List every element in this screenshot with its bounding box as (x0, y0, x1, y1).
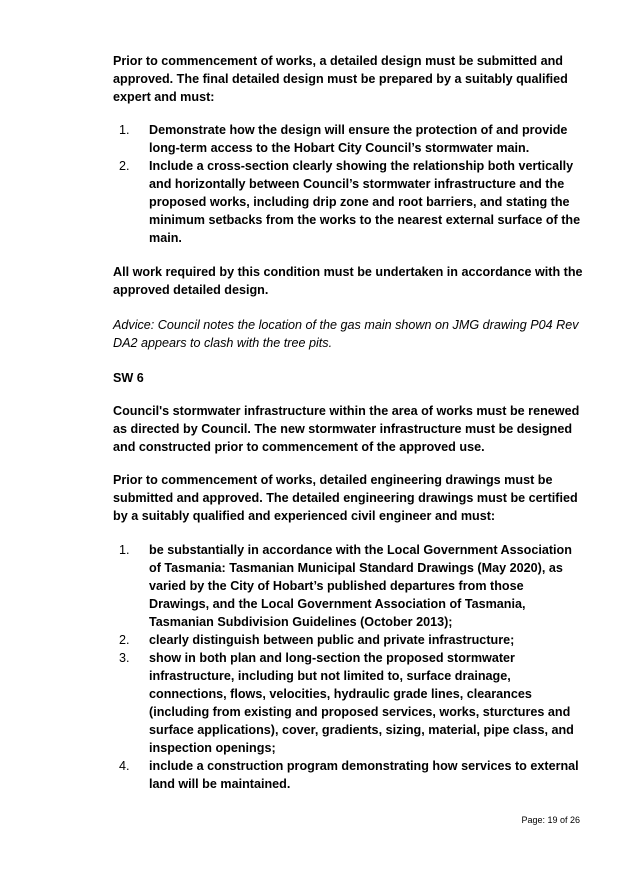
list-item-text: show in both plan and long-section the proposed stormwater infrastructure, including but not limited to, surface drainage, connections, flows, velocities, hydraulic grade lines, clearances (including from existing and proposed services, works, sturctures and surface applications), cover, gradients, sizing, material, pipe class, and inspection openings; (149, 651, 574, 755)
list-item (113, 121, 583, 157)
list-item-text: be substantially in accordance with the Local Government Association of Tasmania: Tasmanian Municipal Standard Drawings (May 2020), as varied by the City of Hobart’s published departures from those Drawings, and the Local Government Association of Tasmania, Tasmanian Subdivision Guidelines (October 2013); (149, 543, 572, 629)
sw6-drawings-intro-paragraph: Prior to commencement of works, detailed engineering drawings must be submitted and approved. The detailed engineering drawings must be certified by a suitably qualified and experienced civil engineer and must: (113, 473, 578, 523)
advice-paragraph: Advice: Council notes the location of the gas main shown on JMG drawing P04 Rev DA2 appears to clash with the tree pits. (113, 318, 579, 350)
list-item-number: 2. (119, 633, 130, 647)
list-item-number: 2. (119, 159, 130, 173)
list-item (113, 157, 583, 247)
list-item-number: 1. (119, 123, 130, 137)
list-item (113, 541, 583, 631)
list-item-text: Demonstrate how the design will ensure the protection of and provide long-term access to the Hobart City Council’s stormwater main. (149, 123, 568, 155)
list-item (113, 757, 583, 793)
list-item (113, 631, 583, 649)
list-item-number: 1. (119, 543, 130, 557)
list-item-number: 3. (119, 651, 130, 665)
section-heading-sw6: SW 6 (113, 371, 144, 385)
list-item-text: include a construction program demonstrating how services to external land will be maintained. (149, 759, 579, 791)
list-item (113, 649, 583, 757)
design-intro-paragraph: Prior to commencement of works, a detailed design must be submitted and approved. The final detailed design must be prepared by a suitably qualified expert and must: (113, 54, 568, 104)
design-compliance-paragraph: All work required by this condition must be undertaken in accordance with the approved detailed design. (113, 265, 583, 297)
sw6-renewal-paragraph: Council's stormwater infrastructure within the area of works must be renewed as directed by Council. The new stormwater infrastructure must be designed and constructed prior to commencement of the approved use. (113, 404, 580, 454)
list-item-number: 4. (119, 759, 130, 773)
list-item-text: clearly distinguish between public and private infrastructure; (149, 633, 515, 647)
page-number: Page: 19 of 26 (521, 815, 580, 825)
sw6-requirements-list (113, 541, 583, 793)
list-item-text: Include a cross-section clearly showing the relationship both vertically and horizontally between Council’s stormwater infrastructure and the proposed works, including drip zone and root barriers, and stating the minimum setbacks from the works to the nearest external surface of the main. (149, 159, 581, 245)
design-requirements-list (113, 121, 583, 247)
